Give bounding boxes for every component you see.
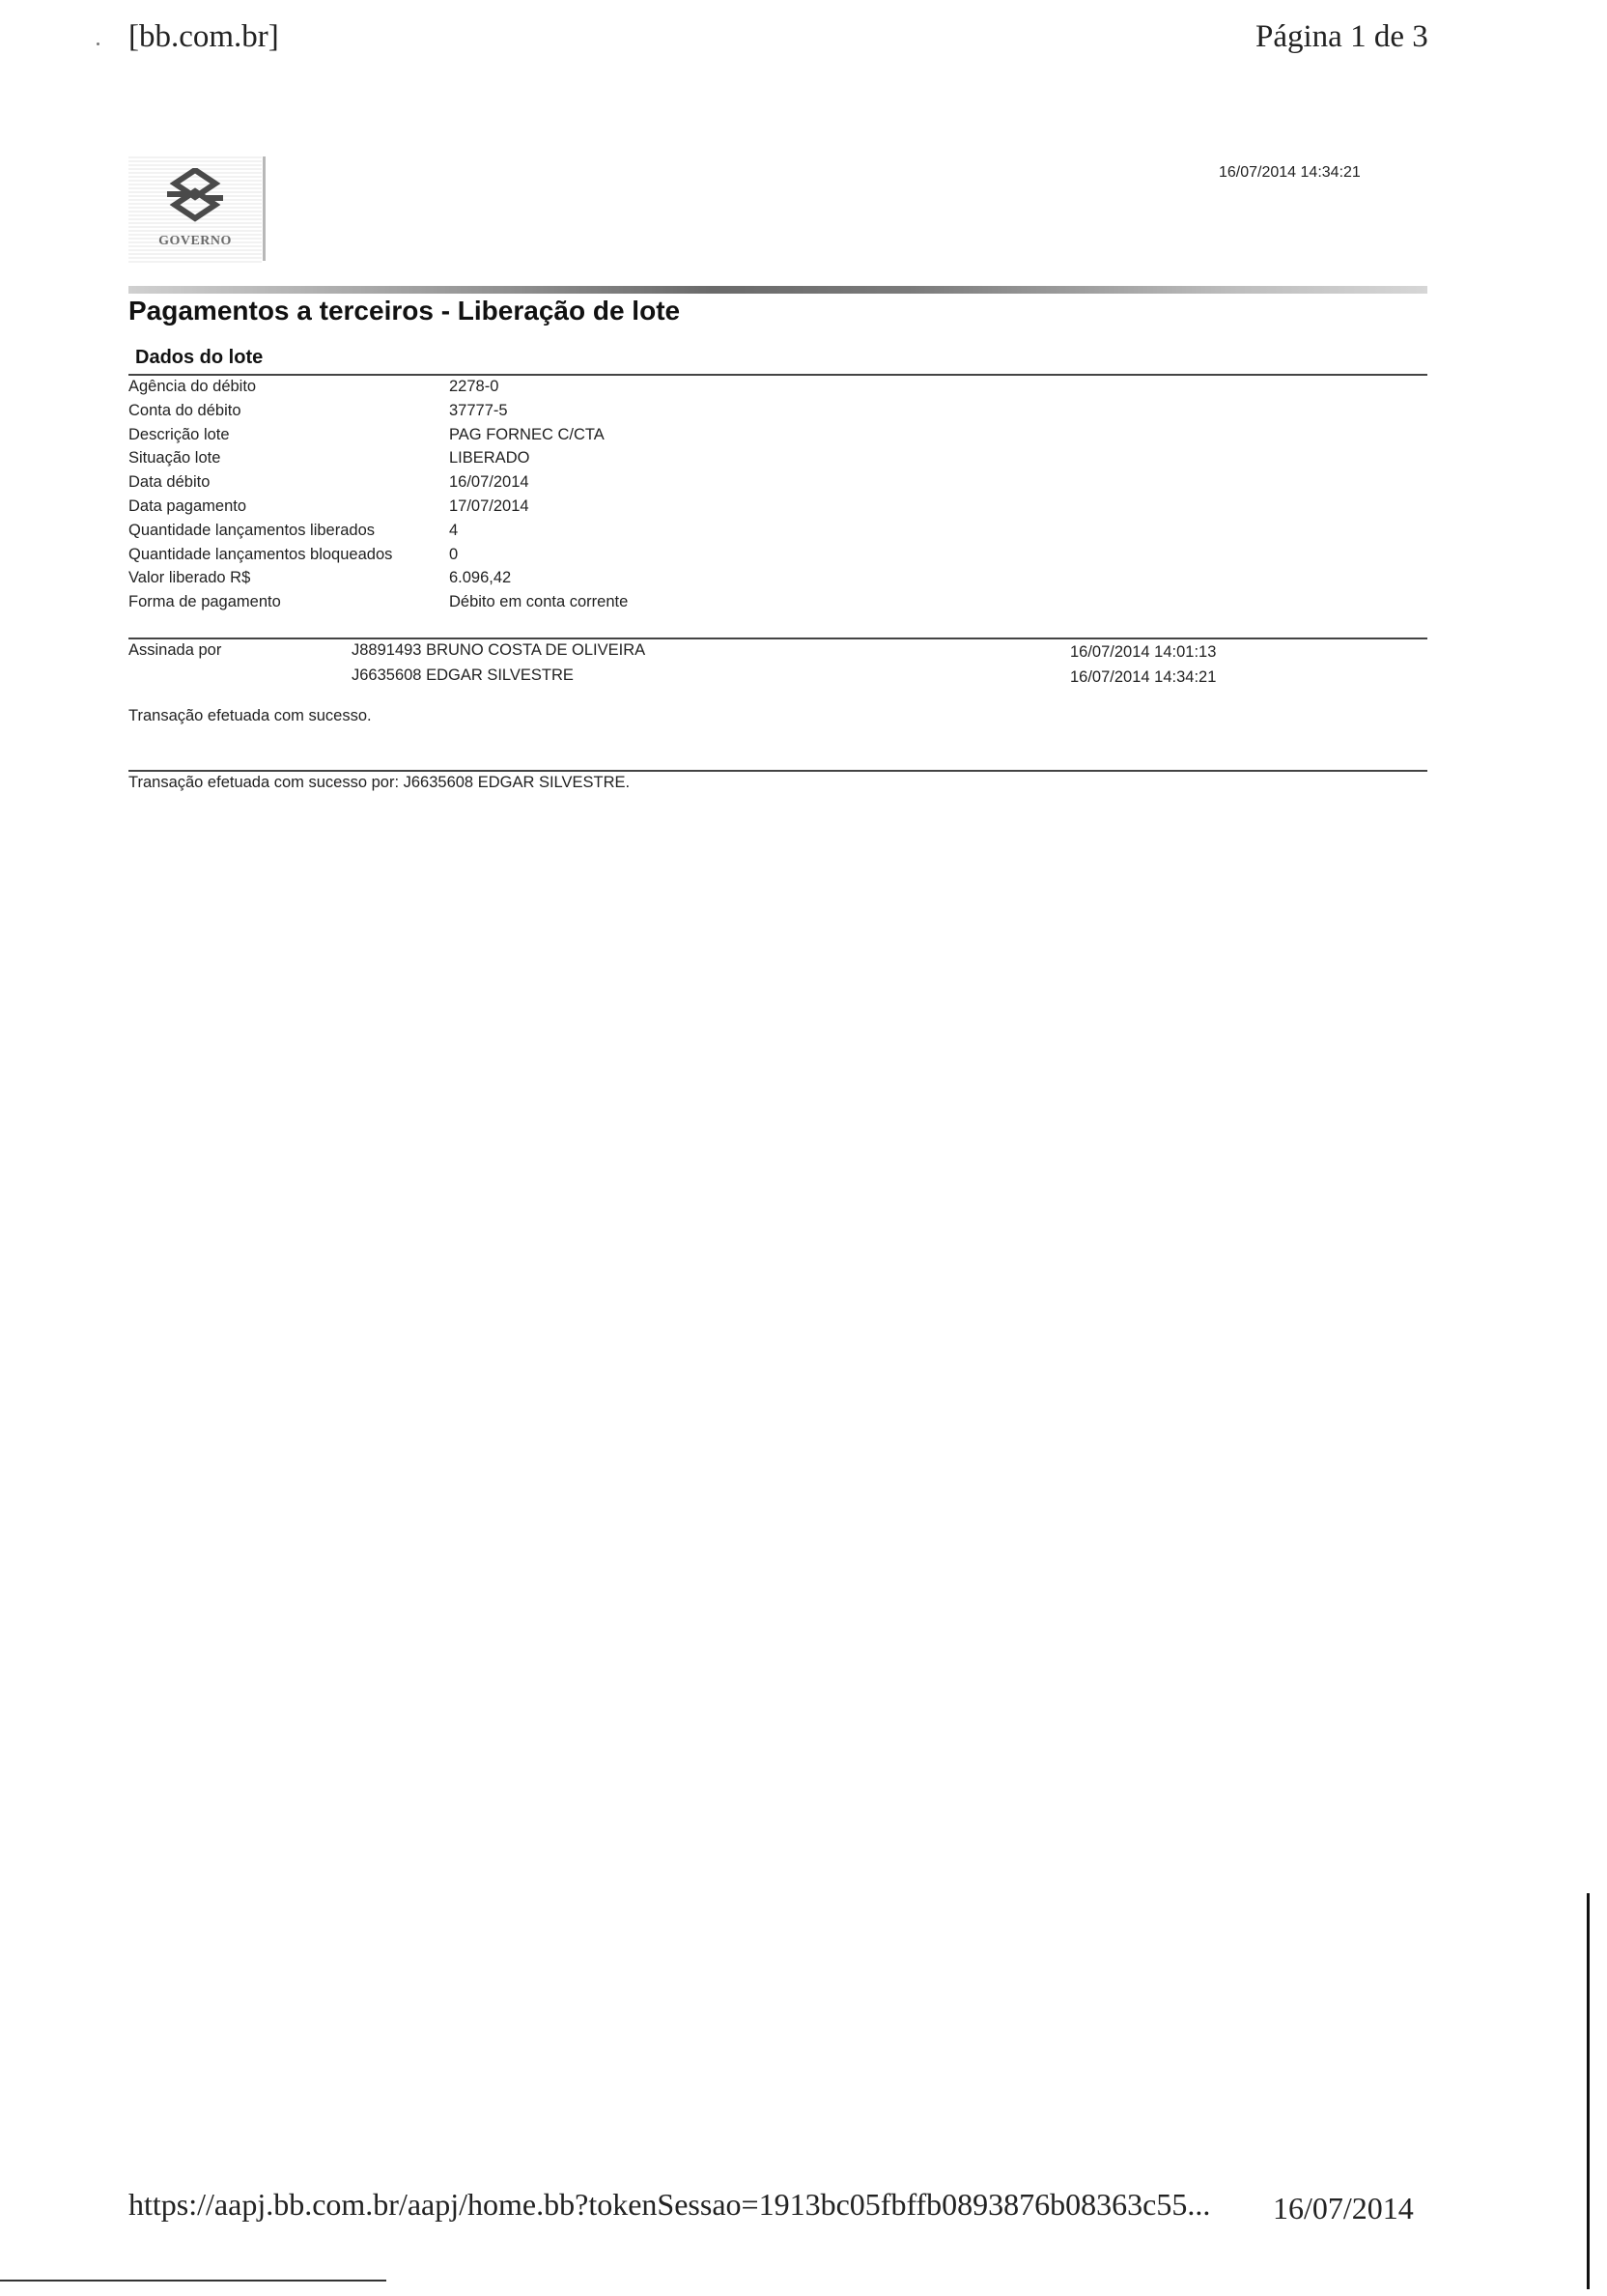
lote-label: Descrição lote: [128, 425, 230, 443]
signer-name: J8891493 BRUNO COSTA DE OLIVEIRA: [352, 641, 646, 659]
lote-label: Quantidade lançamentos liberados: [128, 521, 376, 539]
lote-label: Situação lote: [128, 449, 221, 468]
scan-edge-line: [0, 2280, 386, 2282]
lote-value: 6.096,42: [449, 569, 512, 587]
divider: [128, 638, 1427, 639]
lote-value: LIBERADO: [449, 449, 530, 468]
lote-value: Débito em conta corrente: [449, 593, 629, 611]
lote-label: Valor liberado R$: [128, 569, 251, 587]
lote-value: 37777-5: [449, 401, 508, 419]
signer-date: 16/07/2014 14:01:13: [1070, 643, 1217, 661]
logo-governo-text: GOVERNO: [158, 234, 232, 248]
page-title: Pagamentos a terceiros - Liberação de lote: [128, 296, 681, 326]
divider: [128, 770, 1427, 772]
bb-logo-icon: [165, 168, 225, 226]
lote-value: 17/07/2014: [449, 496, 529, 515]
banco-do-brasil-governo-logo: [128, 156, 262, 263]
header-band: [128, 286, 1427, 294]
section-title: Dados do lote: [135, 347, 264, 368]
lote-value: 4: [449, 521, 459, 539]
signer-date: 16/07/2014 14:34:21: [1070, 668, 1217, 686]
lote-value: PAG FORNEC C/CTA: [449, 425, 605, 443]
print-header-page-number: Página 1 de 3: [1255, 19, 1428, 54]
logo-edge: [263, 156, 266, 261]
signed-by-label: Assinada por: [128, 641, 222, 659]
lote-label: Data débito: [128, 473, 211, 492]
divider: [128, 374, 1427, 376]
lote-label: Forma de pagamento: [128, 593, 281, 611]
print-footer-date: 16/07/2014: [1273, 2191, 1414, 2225]
document-timestamp: 16/07/2014 14:34:21: [1219, 164, 1361, 181]
lote-label: Conta do débito: [128, 401, 241, 419]
success-message: Transação efetuada com sucesso.: [128, 707, 372, 724]
lote-label: Data pagamento: [128, 496, 247, 515]
scan-edge-line: [1587, 1893, 1590, 2289]
lote-value: 2278-0: [449, 378, 499, 395]
lote-value: 0: [449, 545, 459, 563]
print-header-site: [bb.com.br]: [128, 19, 279, 54]
lote-label: Quantidade lançamentos bloqueados: [128, 545, 393, 563]
signer-name: J6635608 EDGAR SILVESTRE: [352, 666, 574, 684]
lote-label: Agência do débito: [128, 378, 257, 395]
success-by-message: Transação efetuada com sucesso por: J6635608 EDGAR SILVESTRE.: [128, 774, 631, 791]
lote-value: 16/07/2014: [449, 473, 529, 492]
scan-speck: [97, 43, 99, 45]
print-footer-url: https://aapj.bb.com.br/aapj/home.bb?tokenSessao=1913bc05fbffb0893876b08363c55...: [128, 2187, 1211, 2222]
